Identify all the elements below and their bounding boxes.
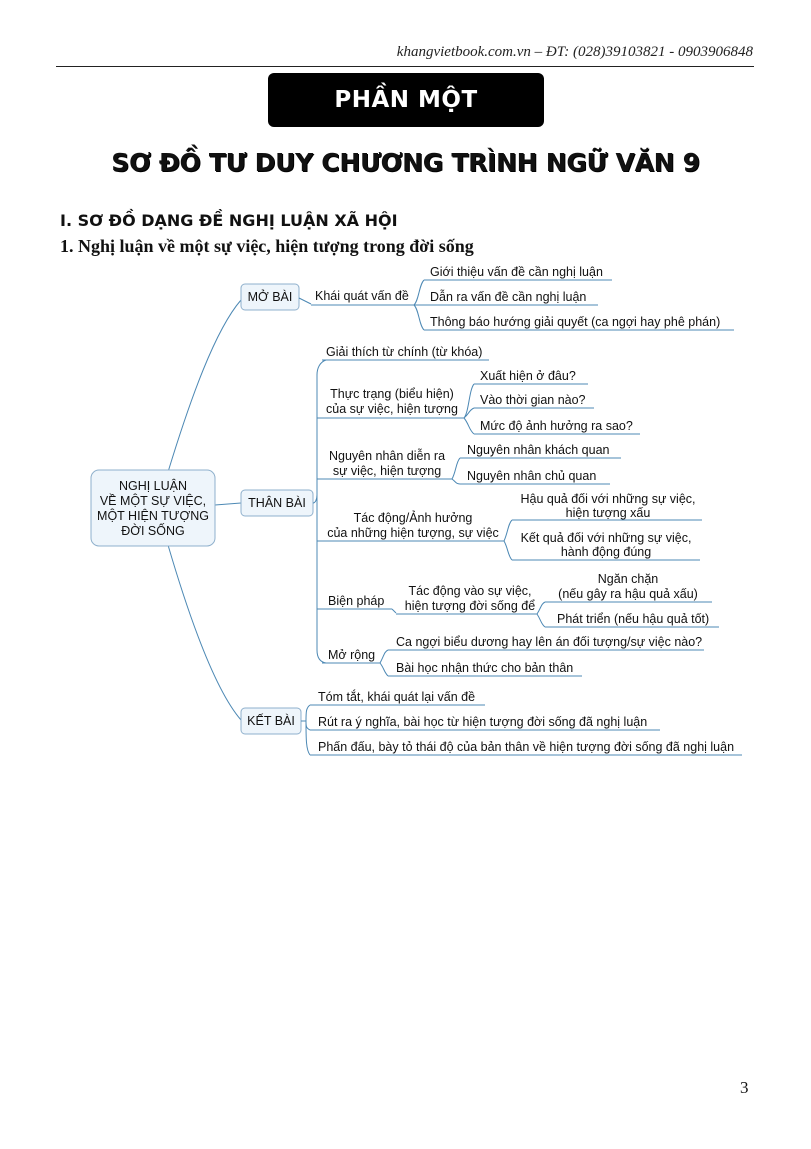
- thuc-trang-item-3: Mức độ ảnh hưởng ra sao?: [480, 419, 633, 433]
- mobai-item-1: Giới thiệu vấn đề cần nghị luận: [430, 265, 603, 279]
- ketbai-label: KẾT BÀI: [247, 714, 295, 728]
- thanbai-branch-ticks: [317, 418, 322, 609]
- bracket-nguyen-nhan: [452, 458, 460, 484]
- mobai-item-3: Thông báo hướng giải quyết (ca ngợi hay phê phán): [430, 315, 721, 329]
- bien-phap-item-2: Phát triển (nếu hậu quả tốt): [557, 612, 710, 626]
- ketbai-spine: [301, 705, 310, 755]
- part-label: PHẦN MỘT: [334, 87, 478, 113]
- bracket-bien-phap: [537, 602, 545, 627]
- tac-dong-line-1: Tác động/Ảnh hưởng: [353, 511, 473, 525]
- bien-phap-sub-line-1: Tác động vào sự việc,: [408, 584, 532, 598]
- ketbai-item-2: Rút ra ý nghĩa, bài học từ hiện tượng đời sống đã nghị luận: [318, 715, 648, 729]
- nguyen-nhan-line-1: Nguyên nhân diễn ra: [328, 449, 446, 463]
- ketbai-item-3: Phấn đấu, bày tỏ thái độ của bản thân về hiện tượng đời sống đã nghị luận: [318, 740, 735, 754]
- page-number: 3: [740, 1078, 749, 1097]
- bien-phap-label: Biện pháp: [328, 594, 385, 608]
- connector-root-mobai: [168, 300, 241, 472]
- bien-phap-to-sub: [392, 609, 396, 613]
- bracket-mobai-items: [414, 280, 424, 330]
- tac-dong-item-2-line-2: hành động đúng: [560, 545, 652, 559]
- bien-phap-item-1-line-2: (nếu gây ra hậu quả xấu): [558, 587, 698, 601]
- connector-mobai-khaiquat: [299, 298, 311, 304]
- root-line-2: VỀ MỘT SỰ VIỆC,: [99, 494, 207, 508]
- giai-thich-label: Giải thích từ chính (từ khóa): [326, 345, 483, 359]
- nguyen-nhan-line-2: sự việc, hiện tượng: [332, 464, 442, 478]
- bien-phap-item-1-line-1: Ngăn chặn: [597, 572, 659, 586]
- root-line-3: MỘT HIỆN TƯỢNG: [97, 509, 209, 523]
- header-contact: khangvietbook.com.vn – ĐT: (028)39103821 - 0903906848: [396, 44, 753, 60]
- thanbai-label: THÂN BÀI: [248, 496, 306, 510]
- root-line-1: NGHỊ LUẬN: [118, 479, 188, 493]
- thanbai-spine: [313, 360, 326, 663]
- bracket-mo-rong: [380, 650, 388, 676]
- main-title: SƠ ĐỒ TƯ DUY CHƯƠNG TRÌNH NGỮ VĂN 9: [111, 148, 700, 177]
- root-line-4: ĐỜI SỐNG: [121, 524, 185, 538]
- thuc-trang-item-1: Xuất hiện ở đâu?: [480, 369, 576, 383]
- section-heading: I. SƠ ĐỒ DẠNG ĐỀ NGHỊ LUẬN XÃ HỘI: [60, 211, 398, 230]
- mo-rong-item-1: Ca ngợi biểu dương hay lên án đối tượng/sự việc nào?: [396, 635, 703, 649]
- connector-root-thanbai: [215, 503, 241, 505]
- bien-phap-sub-line-2: hiện tượng đời sống để: [404, 599, 536, 613]
- bracket-thuc-trang: [464, 384, 474, 434]
- bracket-tac-dong: [504, 520, 512, 560]
- nguyen-nhan-item-1: Nguyên nhân khách quan: [467, 443, 610, 457]
- ketbai-item-1: Tóm tắt, khái quát lại vấn đề: [318, 690, 476, 704]
- tac-dong-item-1-line-2: hiện tượng xấu: [565, 506, 651, 520]
- mobai-label: MỞ BÀI: [247, 290, 293, 304]
- mo-rong-label: Mở rộng: [328, 648, 376, 662]
- nguyen-nhan-item-2: Nguyên nhân chủ quan: [467, 469, 597, 483]
- tac-dong-item-2-line-1: Kết quả đối với những sự việc,: [520, 531, 692, 545]
- thuc-trang-item-2: Vào thời gian nào?: [480, 393, 586, 407]
- mobai-item-2: Dẫn ra vấn đề cần nghị luận: [430, 290, 587, 304]
- subsection-heading: 1. Nghị luận về một sự việc, hiện tượng trong đời sống: [60, 236, 474, 256]
- tac-dong-line-2: của những hiện tượng, sự việc: [327, 526, 499, 540]
- connector-root-ketbai: [168, 545, 241, 720]
- tac-dong-item-1-line-1: Hậu quả đối với những sự việc,: [520, 492, 696, 506]
- mo-rong-item-2: Bài học nhận thức cho bản thân: [396, 661, 574, 675]
- thuc-trang-line-2: của sự việc, hiện tượng: [326, 402, 458, 416]
- khai-quat-label: Khái quát vấn đề: [315, 289, 409, 303]
- thuc-trang-line-1: Thực trạng (biểu hiện): [330, 387, 454, 401]
